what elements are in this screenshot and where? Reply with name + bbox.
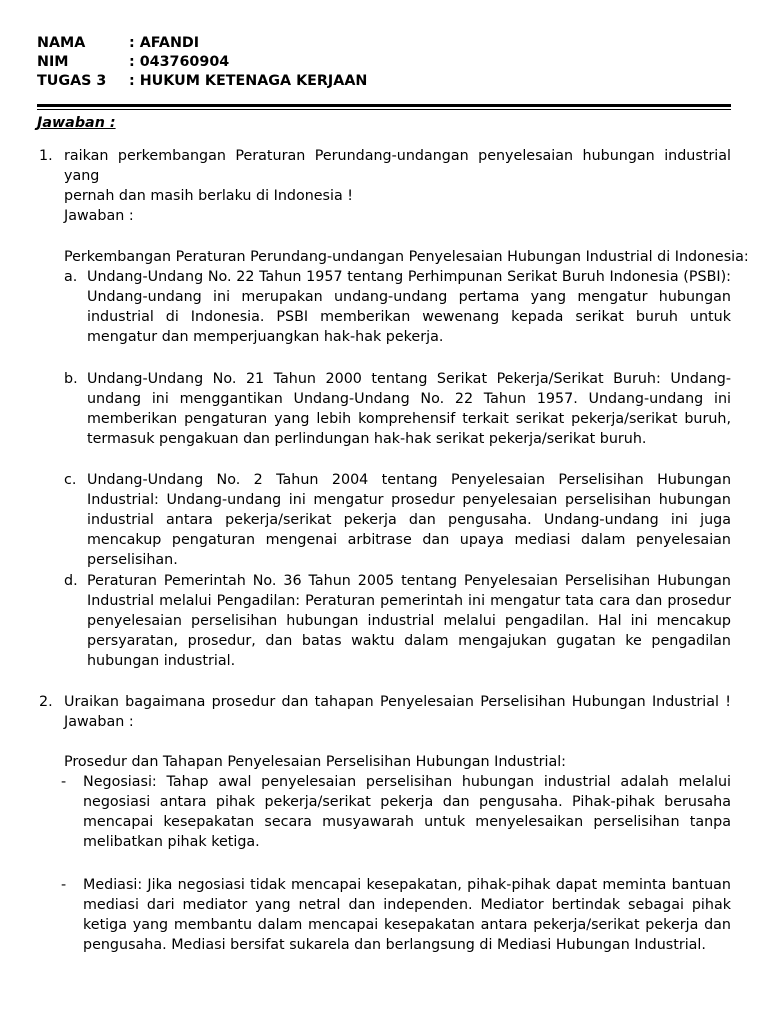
header-divider-thin (37, 109, 731, 110)
q1-answer-label: Jawaban : (64, 208, 134, 224)
nama-label: NAMA (37, 35, 86, 51)
q1-item-c-marker: c. (64, 472, 77, 488)
q1-item-a-text: Undang-Undang No. 22 Tahun 1957 tentang Perhimpunan Serikat Buruh Indonesia (PSBI): Undang-undang ini merupakan undang-undang pertama yang mengatur hubungan industrial di Indonesia. PSBI memberikan wewenang kepada serikat buruh untuk mengatur dan memperjuangkan hak-hak pekerja. (87, 269, 731, 345)
nim-row (37, 53, 367, 72)
nama-row (37, 34, 367, 53)
q2-intro: Prosedur dan Tahapan Penyelesaian Perselisihan Hubungan Industrial: (64, 754, 567, 770)
q2-answer-label: Jawaban : (64, 714, 134, 730)
tugas-label: TUGAS 3 (37, 73, 107, 89)
q2-item-1-text: Negosiasi: Tahap awal penyelesaian perselisihan hubungan industrial adalah melalui negosiasi antara pihak pekerja/serikat pekerja dan pengusaha. Pihak-pihak berusaha mencapai kesepakatan secara musyawarah untuk menyelesaikan perselisihan tanpa melibatkan pihak ketiga. (83, 774, 731, 850)
nama-value: : AFANDI (129, 35, 200, 51)
tugas-value: : HUKUM KETENAGA KERJAAN (129, 73, 368, 89)
q2-item-2-marker: - (61, 877, 67, 893)
q2-item-1-marker: - (61, 774, 67, 790)
jawaban-heading: Jawaban : (37, 115, 116, 131)
q1-item-b-text: Undang-Undang No. 21 Tahun 2000 tentang Serikat Pekerja/Serikat Buruh: Undang-undang ini menggantikan Undang-Undang No. 22 Tahun 1957. Undang-undang ini memberikan pengaturan yang lebih komprehensif terkait serikat pekerja/serikat buruh, termasuk pengakuan dan perlindungan hak-hak serikat pekerja/serikat buruh. (87, 371, 731, 447)
nim-label: NIM (37, 54, 69, 70)
q2-item-2-text: Mediasi: Jika negosiasi tidak mencapai kesepakatan, pihak-pihak dapat meminta bantuan mediasi dari mediator yang netral dan independen. Mediator bertindak sebagai pihak ketiga yang membantu dalam mencapai kesepakatan antara pekerja/serikat pekerja dan pengusaha. Mediasi bersifat sukarela dan berlangsung di Mediasi Hubungan Industrial. (83, 877, 731, 953)
student-header (37, 34, 367, 91)
q1-intro: Perkembangan Peraturan Perundang-undangan Penyelesaian Hubungan Industrial di Indonesia: (64, 249, 749, 265)
q1-question-line2: pernah dan masih berlaku di Indonesia ! (64, 188, 354, 204)
tugas-row (37, 72, 367, 91)
q1-item-d-marker: d. (64, 573, 78, 589)
q1-item-d-text: Peraturan Pemerintah No. 36 Tahun 2005 tentang Penyelesaian Perselisihan Hubungan Industrial melalui Pengadilan: Peraturan pemerintah ini mengatur tata cara dan prosedur penyelesaian perselisihan hubungan industrial melalui pengadilan. Hal ini mencakup persyaratan, prosedur, dan batas waktu dalam mengajukan gugatan ke pengadilan hubungan industrial. (87, 573, 731, 669)
q1-number: 1. (39, 148, 53, 164)
q1-item-b-marker: b. (64, 371, 78, 387)
nim-value: : 043760904 (129, 54, 230, 70)
q1-item-a-marker: a. (64, 269, 78, 285)
q2-question-line: Uraikan bagaimana prosedur dan tahapan Penyelesaian Perselisihan Hubungan Industrial ! (64, 694, 731, 710)
q1-question (64, 146, 731, 206)
q2-number: 2. (39, 694, 53, 710)
q1-item-c-text: Undang-Undang No. 2 Tahun 2004 tentang Penyelesaian Perselisihan Hubungan Industrial: Undang-undang ini mengatur prosedur penyelesaian perselisihan hubungan industrial antara pekerja/serikat pekerja dan pengusaha. Undang-undang ini juga mencakup pengaturan mengenai arbitrase dan upaya mediasi dalam penyelesaian perselisihan. (87, 472, 731, 568)
q1-question-line1: raikan perkembangan Peraturan Perundang-undangan penyelesaian hubungan industrial yang (64, 148, 731, 184)
header-divider-thick (37, 104, 731, 107)
q2-question (64, 692, 731, 732)
